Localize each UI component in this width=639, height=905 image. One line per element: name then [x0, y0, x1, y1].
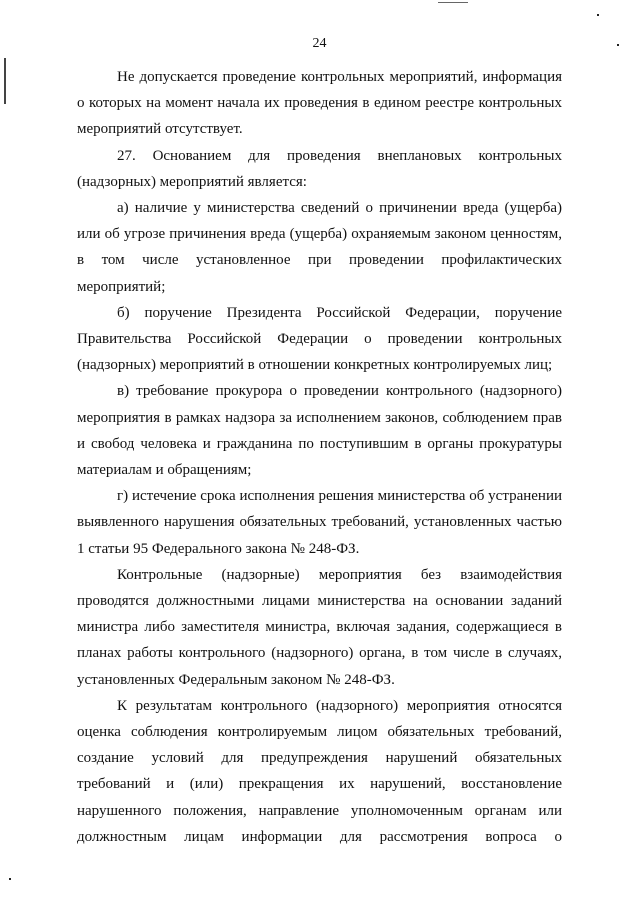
paragraph-27-grounds: 27. Основанием для проведения внеплановых контрольных (надзорных) мероприятий является:: [77, 147, 562, 190]
page-number: 24: [312, 36, 327, 51]
paragraph-no-unregistered-measures: Не допускается проведение контрольных мероприятий, информация о которых на момент начала их проведения в едином реестре контрольных мероприятий отсутствует.: [77, 69, 562, 138]
paragraph-results-of-measures: К результатам контрольного (надзорного) мероприятия относятся оценка соблюдения контролируемым лицом обязательных требований, создание условий для предупреждения нарушений обязательных требований и (или) прекращения их нарушений, восстановление нарушенного положения, направление уполномоченным органам или должностным лицам информации для рассмотрения вопроса о: [77, 697, 562, 845]
paragraph-27-g: г) истечение срока исполнения решения министерства об устранении выявленного нарушения обязательных требований, установленных частью 1 статьи 95 Федерального закона № 248-ФЗ.: [77, 488, 562, 557]
paragraph-27-a: а) наличие у министерства сведений о причинении вреда (ущерба) или об угрозе причинения вреда (ущерба) охраняемым законом ценностям, в том числе установленное при проведении профилактических мероприятий;: [77, 200, 562, 295]
scan-artifact-speck: [597, 14, 599, 16]
scan-artifact-top-line: [438, 2, 468, 3]
scan-artifact-speck: [9, 878, 11, 880]
document-body: [77, 64, 562, 850]
scan-artifact-left-bar: [4, 58, 6, 104]
paragraph-27-b: б) поручение Президента Российской Федерации, поручение Правительства Российской Федерации о проведении контрольных (надзорных) мероприятий в отношении конкретных контролируемых лиц;: [77, 304, 562, 374]
paragraph-measures-without-interaction: Контрольные (надзорные) мероприятия без взаимодействия проводятся должностными лицами министерства на основании заданий министра либо заместителя министра, включая задания, содержащиеся в планах работы контрольного (надзорного) органа, в том числе в случаях, установленных Федеральным законом № 248-ФЗ.: [77, 566, 562, 688]
paragraph-27-v: в) требование прокурора о проведении контрольного (надзорного) мероприятия в рамках надзора за исполнением законов, соблюдением прав и свобод человека и гражданина по поступившим в органы прокуратуры материалам и обращениям;: [77, 383, 562, 479]
